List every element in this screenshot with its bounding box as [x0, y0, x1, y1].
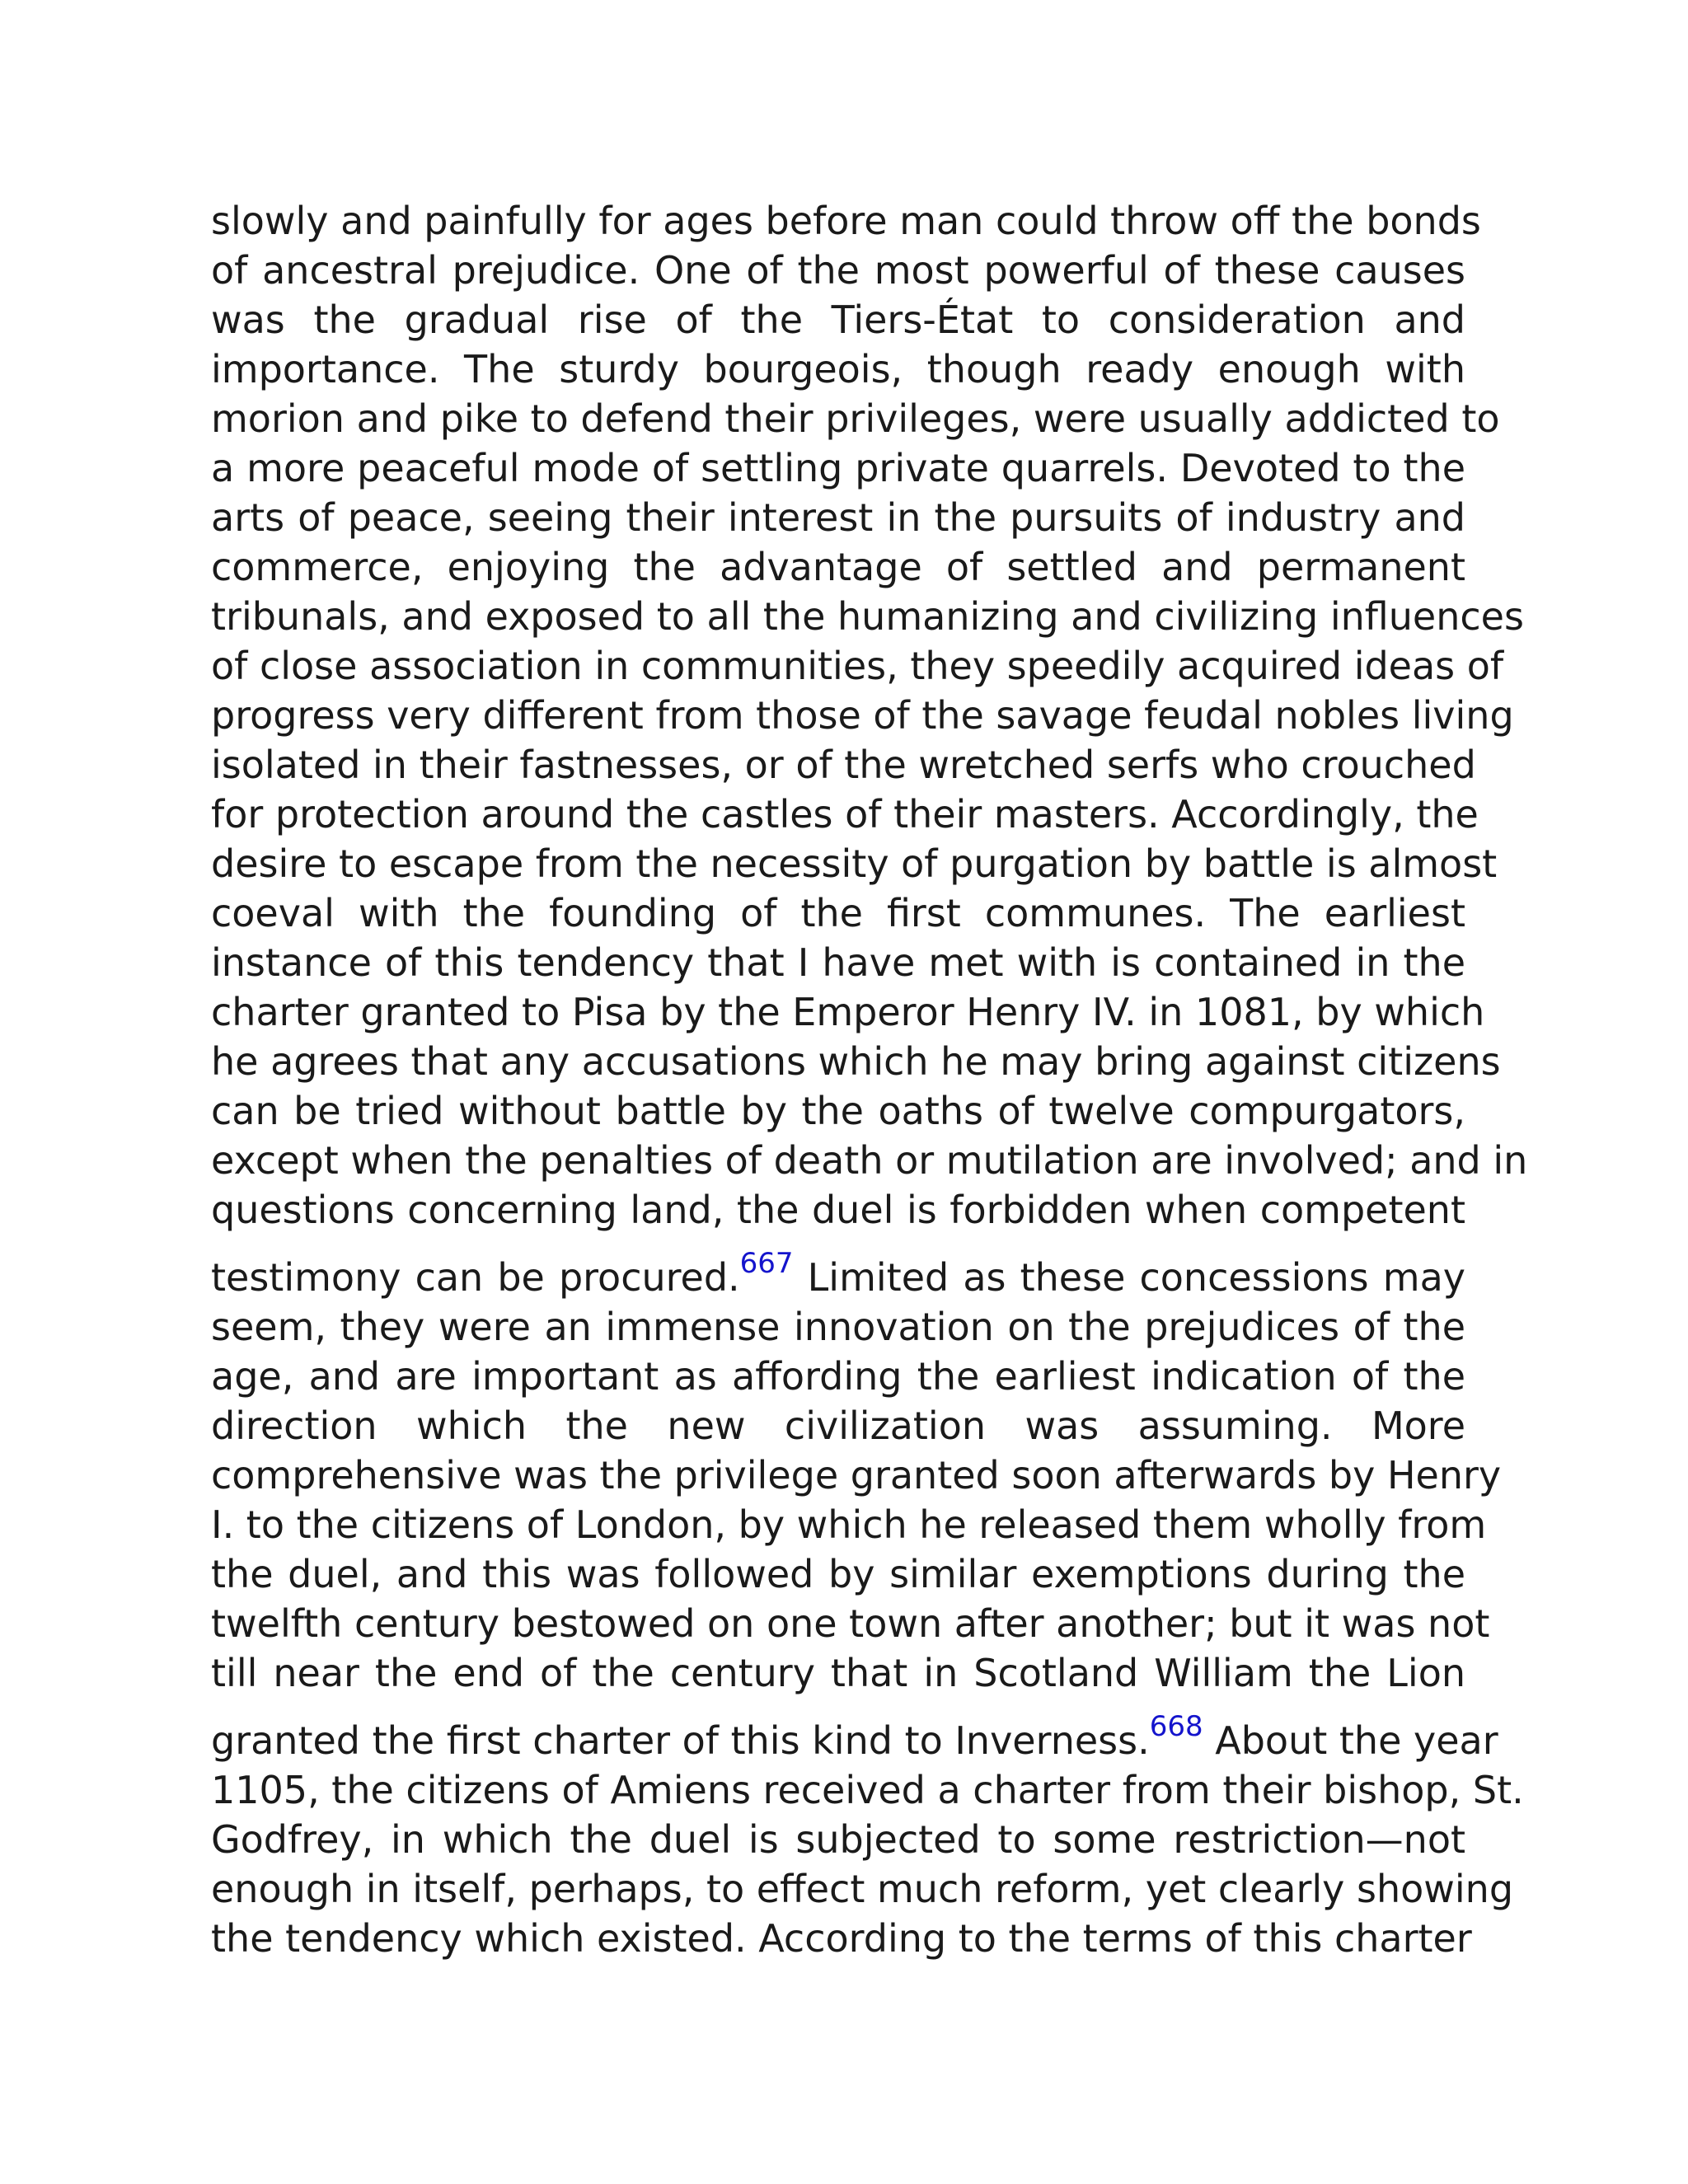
- text-line: seem, they were an immense innovation on the prejudices of the: [211, 1305, 1465, 1349]
- text-line: slowly and painfully for ages before man could throw off the bonds: [211, 199, 1481, 243]
- text-line: desire to escape from the necessity of purgation by battle is almost: [211, 841, 1498, 886]
- text-line: of close association in communities, they speedily acquired ideas of: [211, 644, 1504, 688]
- text-line: except when the penalties of death or mutilation are involved; and in: [211, 1138, 1528, 1183]
- text-line: can be tried without battle by the oaths of twelve compurgators,: [211, 1089, 1465, 1133]
- text-line: the tendency which existed. According to the terms of this charter: [211, 1916, 1472, 1961]
- text-line: 1105, the citizens of Amiens received a charter from their bishop, St.: [211, 1768, 1524, 1812]
- text-line: comprehensive was the privilege granted soon afterwards by Henry: [211, 1453, 1502, 1497]
- text-line: morion and pike to defend their privileges, were usually addicted to: [211, 396, 1500, 441]
- text-line: for protection around the castles of their masters. Accordingly, the: [211, 792, 1479, 837]
- footnote-link-667[interactable]: 667: [739, 1247, 794, 1280]
- text-line: Godfrey, in which the duel is subjected to some restriction—not: [211, 1817, 1465, 1862]
- text-segment: About the year: [1203, 1718, 1498, 1763]
- text-line: direction which the new civilization was assuming. More: [211, 1404, 1465, 1448]
- text-line: commerce, enjoying the advantage of settled and permanent: [211, 545, 1465, 589]
- text-line: charter granted to Pisa by the Emperor Henry IV. in 1081, by which: [211, 990, 1485, 1034]
- text-line-with-footnote: [211, 1698, 1498, 1765]
- text-line: age, and are important as affording the earliest indication of the: [211, 1354, 1465, 1399]
- text-line: twelfth century bestowed on one town after another; but it was not: [211, 1601, 1490, 1646]
- text-line: tribunals, and exposed to all the humanizing and civilizing influences: [211, 594, 1524, 639]
- text-line: till near the end of the century that in Scotland William the Lion: [211, 1651, 1465, 1695]
- text-line: the duel, and this was followed by similar exemptions during the: [211, 1552, 1465, 1596]
- text-line-with-footnote: [211, 1235, 1465, 1302]
- text-segment: testimony can be procured.: [211, 1255, 740, 1300]
- text-line: he agrees that any accusations which he may bring against citizens: [211, 1039, 1501, 1084]
- text-line: of ancestral prejudice. One of the most powerful of these causes: [211, 248, 1465, 293]
- text-segment: Limited as these concessions may: [793, 1255, 1465, 1300]
- text-segment: granted the first charter of this kind to Inverness.: [211, 1718, 1150, 1763]
- text-line: enough in itself, perhaps, to effect much reform, yet clearly showing: [211, 1867, 1514, 1911]
- text-line: instance of this tendency that I have met with is contained in the: [211, 940, 1465, 985]
- text-line: was the gradual rise of the Tiers-État to consideration and: [211, 298, 1465, 342]
- footnote-link-668[interactable]: 668: [1149, 1710, 1203, 1743]
- text-line: questions concerning land, the duel is forbidden when competent: [211, 1188, 1465, 1232]
- text-line: I. to the citizens of London, by which he released them wholly from: [211, 1502, 1487, 1547]
- text-line: a more peaceful mode of settling private quarrels. Devoted to the: [211, 446, 1465, 490]
- text-line: progress very different from those of the savage feudal nobles living: [211, 693, 1514, 738]
- document-page: [211, 196, 1528, 1963]
- text-line: coeval with the founding of the first communes. The earliest: [211, 891, 1465, 935]
- text-line: arts of peace, seeing their interest in the pursuits of industry and: [211, 495, 1465, 540]
- text-line: isolated in their fastnesses, or of the wretched serfs who crouched: [211, 743, 1476, 787]
- text-line: importance. The sturdy bourgeois, though ready enough with: [211, 347, 1465, 391]
